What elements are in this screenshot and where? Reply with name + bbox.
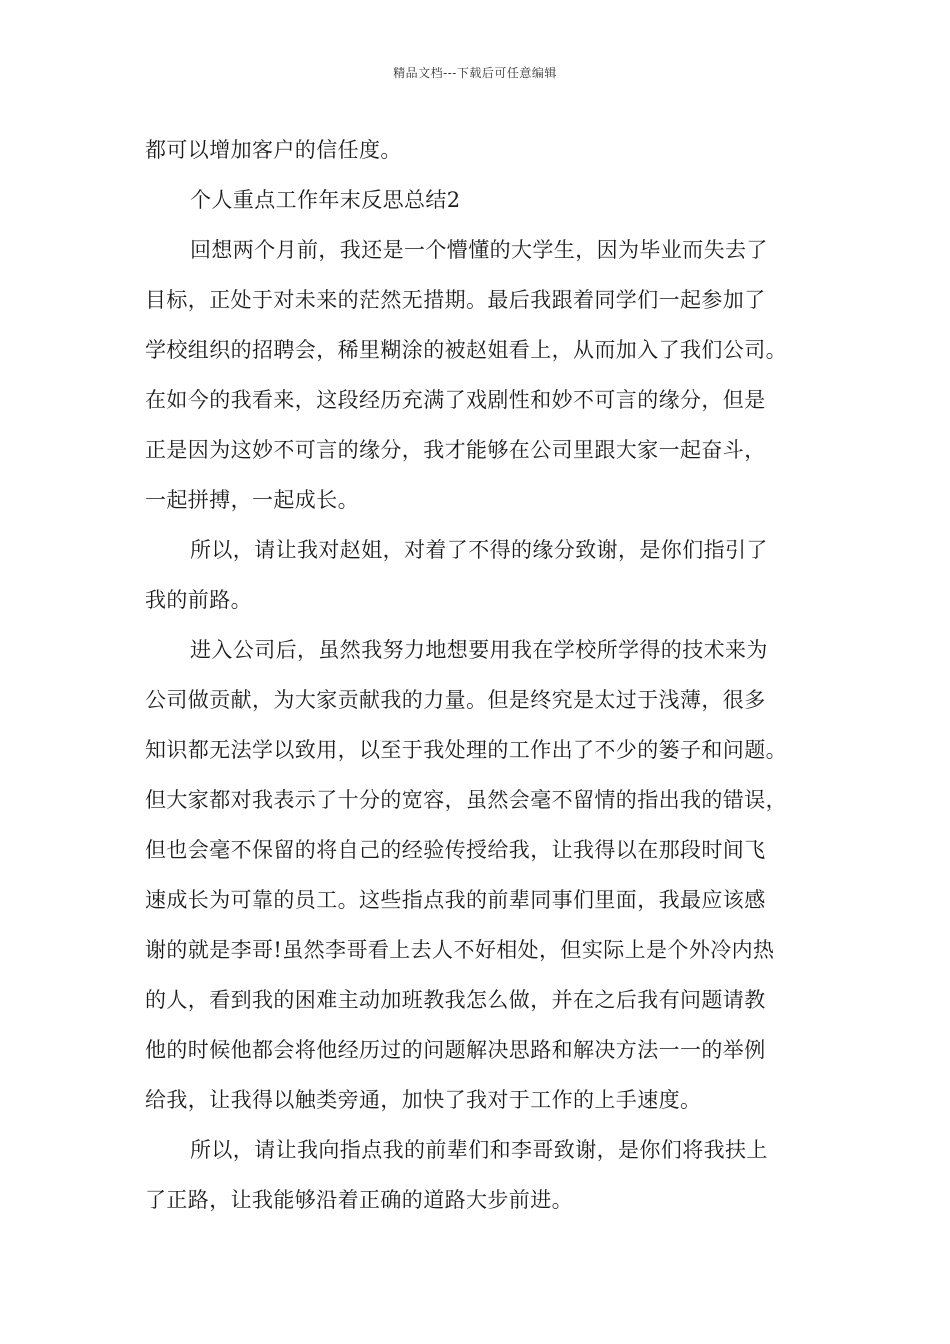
text-line: 谢的就是李哥!虽然李哥看上去人不好相处，但实际上是个外冷内热	[145, 938, 775, 962]
text-line: 正是因为这妙不可言的缘分，我才能够在公司里跟大家一起奋斗，	[145, 438, 766, 462]
text-line: 但也会毫不保留的将自己的经验传授给我，让我得以在那段时间飞	[145, 838, 766, 862]
text-line: 公司做贡献，为大家贡献我的力量。但是终究是太过于浅薄，很多	[145, 688, 766, 712]
text-line: 给我，让我得以触类旁通，加快了我对于工作的上手速度。	[145, 1088, 702, 1112]
text-line: 了正路，让我能够沿着正确的道路大步前进。	[145, 1188, 573, 1212]
text-line: 我的前路。	[145, 588, 252, 612]
text-line: 回想两个月前，我还是一个懵懂的大学生，因为毕业而失去了	[190, 238, 768, 262]
text-line: 学校组织的招聘会，稀里糊涂的被赵姐看上，从而加入了我们公司。	[145, 338, 787, 362]
text-line: 的人，看到我的困难主动加班教我怎么做，并在之后我有问题请教	[145, 988, 766, 1012]
section-heading: 个人重点工作年末反思总结2	[190, 188, 461, 212]
text-line: 进入公司后，虽然我努力地想要用我在学校所学得的技术来为	[190, 638, 768, 662]
text-line: 所以，请让我对赵姐，对着了不得的缘分致谢，是你们指引了	[190, 538, 768, 562]
text-line: 所以，请让我向指点我的前辈们和李哥致谢，是你们将我扶上	[190, 1138, 768, 1162]
text-line: 他的时候他都会将他经历过的问题解决思路和解决方法一一的举例	[145, 1038, 766, 1062]
text-line: 都可以增加客户的信任度。	[145, 138, 402, 162]
page-header: 精品文档---下载后可任意编辑	[393, 66, 557, 80]
text-line: 一起拼搏，一起成长。	[145, 488, 359, 512]
text-line: 速成长为可靠的员工。这些指点我的前辈同事们里面，我最应该感	[145, 888, 766, 912]
text-line: 在如今的我看来，这段经历充满了戏剧性和妙不可言的缘分，但是	[145, 388, 766, 412]
text-line: 但大家都对我表示了十分的宽容，虽然会毫不留情的指出我的错误，	[145, 788, 787, 812]
text-line: 知识都无法学以致用，以至于我处理的工作出了不少的篓子和问题。	[145, 738, 787, 762]
text-line: 目标，正处于对未来的茫然无措期。最后我跟着同学们一起参加了	[145, 288, 766, 312]
